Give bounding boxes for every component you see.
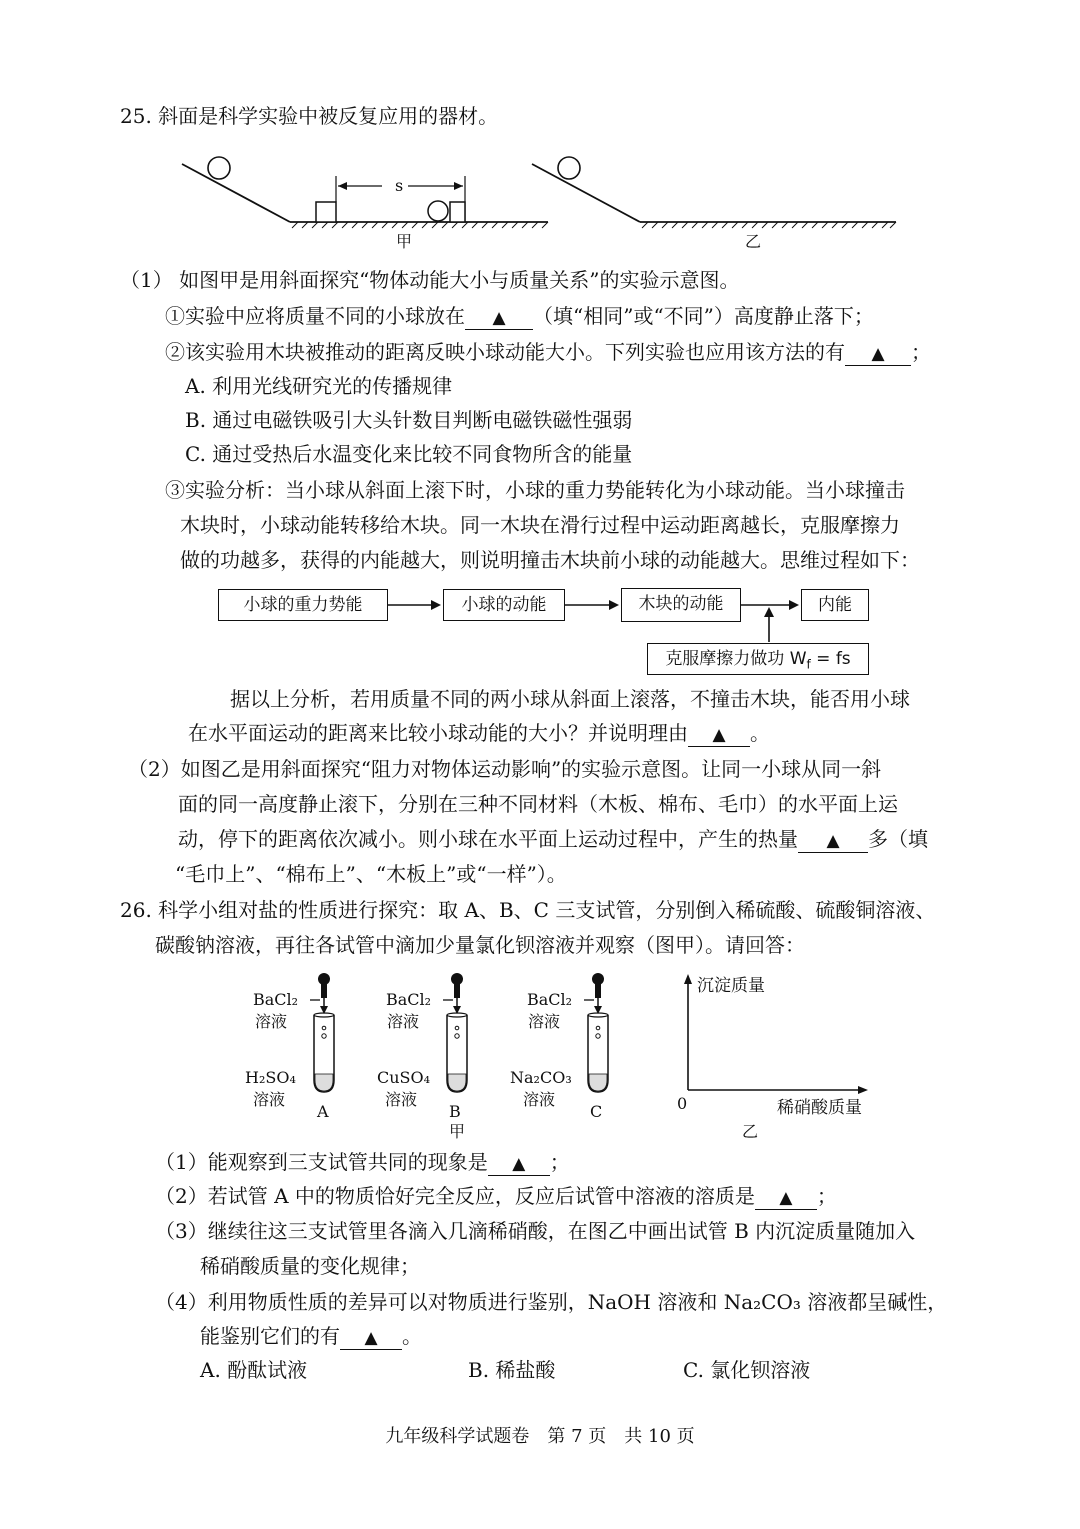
q25-part1-d-line1: 据以上分析，若用质量不同的两小球从斜面上滚落，不撞击木块，能否用小球 (230, 687, 910, 711)
q25-part1-c-line1: ③实验分析：当小球从斜面上滚下时，小球的重力势能转化为小球动能。当小球撞击 (165, 478, 905, 502)
q25-part2-line4: “毛巾上”、“棉布上”、“木板上”或“一样”）。 (175, 862, 567, 886)
answer-blank[interactable]: ▲ (688, 722, 750, 747)
tube-c-letter: C (590, 1102, 603, 1121)
figure-yi-incline (520, 152, 900, 232)
tube-a-reagent-sub: 溶液 (255, 1012, 288, 1031)
q25-option-a: A. 利用光线研究光的传播规律 (185, 374, 453, 398)
q25-part2-line1: （2）如图乙是用斜面探究“阻力对物体运动影响”的实验示意图。让同一小球从同一斜 (128, 757, 882, 781)
flow-box-potential-energy: 小球的重力势能 (218, 589, 388, 621)
figure-jia-caption: 甲 (396, 232, 413, 251)
flow-arrows (0, 590, 860, 670)
q26-sub2: （2）若试管 A 中的物质恰好完全反应，反应后试管中溶液的溶质是 ▲ ； (155, 1184, 837, 1208)
answer-blank[interactable]: ▲ (465, 305, 533, 330)
tube-a-reagent: BaCl₂ (253, 990, 299, 1009)
test-tube-c (574, 970, 624, 1100)
distance-s-label: s (395, 176, 404, 195)
tube-b-content: CuSO₄ (377, 1068, 431, 1087)
figure-yi-caption: 乙 (745, 232, 762, 251)
q25-part1-c-line3: 做的功越多，获得的内能越大，则说明撞击木块前小球的动能越大。思维过程如下： (180, 548, 920, 572)
q25-part1-intro: （1） 如图甲是用斜面探究“物体动能大小与质量关系”的实验示意图。 (120, 268, 740, 292)
answer-blank[interactable]: ▲ (488, 1151, 550, 1176)
test-tube-a (300, 970, 350, 1100)
tube-b-reagent: BaCl₂ (386, 990, 432, 1009)
graph-xlabel: 稀硝酸质量 (777, 1098, 862, 1118)
q26-option-c: C. 氯化钡溶液 (683, 1358, 811, 1382)
answer-blank[interactable]: ▲ (798, 828, 868, 853)
q25-part1-b: ②该实验用木块被推动的距离反映小球动能大小。下列实验也应用该方法的有 ▲ ； (165, 340, 931, 364)
q25-stem: 25. 斜面是科学实验中被反复应用的器材。 (120, 104, 499, 128)
q26-sub4-line1: （4）利用物质性质的差异可以对物质进行鉴别，NaOH 溶液和 Na₂CO₃ 溶液都呈碱性， (155, 1290, 948, 1314)
page-footer: 九年级科学试题卷 第 7 页 共 10 页 (385, 1426, 695, 1447)
q25-part2-line3: 动，停下的距离依次减小。则小球在水平面上运动过程中，产生的热量 ▲ 多（填 (178, 827, 928, 851)
q25-part1-c-line2: 木块时，小球动能转移给木块。同一木块在滑行过程中运动距离越长，克服摩擦力 (180, 513, 900, 537)
tube-b-letter: B (449, 1102, 461, 1121)
q26-sub3-line1: （3）继续往这三支试管里各滴入几滴稀硝酸，在图乙中画出试管 B 内沉淀质量随加入 (155, 1219, 916, 1243)
q25-option-b: B. 通过电磁铁吸引大头针数目判断电磁铁磁性强弱 (185, 408, 633, 432)
graph-origin: 0 (677, 1094, 688, 1113)
q26-stem-line2: 碳酸钠溶液，再往各试管中滴加少量氯化钡溶液并观察（图甲）。请回答： (155, 933, 805, 957)
q26-stem-line1: 26. 科学小组对盐的性质进行探究：取 A、B、C 三支试管，分别倒入稀硫酸、硫酸铜溶液、 (120, 898, 936, 922)
tube-b-content-sub: 溶液 (385, 1090, 418, 1109)
answer-blank[interactable]: ▲ (340, 1325, 402, 1350)
q25-option-c: C. 通过受热后水温变化来比较不同食物所含的能量 (185, 442, 633, 466)
q26-sub4-line2: 能鉴别它们的有 ▲ 。 (200, 1324, 422, 1348)
flow-box-friction-work: 克服摩擦力做功 $W_f$ = fs (647, 643, 869, 675)
tube-a-content-sub: 溶液 (253, 1090, 286, 1109)
tube-c-content: Na₂CO₃ (510, 1068, 572, 1087)
q25-part1-a: ①实验中应将质量不同的小球放在 ▲ （填“相同”或“不同”）高度静止落下； (165, 304, 874, 328)
figure-jia-caption-26: 甲 (449, 1122, 466, 1141)
q25-part1-d-line2: 在水平面运动的距离来比较小球动能的大小？并说明理由 ▲ 。 (188, 721, 770, 745)
tube-a-content: H₂SO₄ (245, 1068, 296, 1087)
tube-b-reagent-sub: 溶液 (387, 1012, 420, 1031)
figure-yi-caption-26: 乙 (742, 1122, 759, 1141)
figure-jia-incline (170, 152, 550, 232)
q25-part2-line2: 面的同一高度静止滚下，分别在三种不同材料（木板、棉布、毛巾）的水平面上运 (178, 792, 898, 816)
flow-box-block-kinetic: 木块的动能 (621, 588, 741, 622)
graph-ylabel: 沉淀质量 (697, 976, 765, 996)
q26-sub1: （1）能观察到三支试管共同的现象是 ▲ ； (155, 1150, 570, 1174)
flow-box-internal-energy: 内能 (801, 589, 869, 621)
flow-box-ball-kinetic: 小球的动能 (443, 589, 565, 621)
tube-c-reagent: BaCl₂ (527, 990, 573, 1009)
q26-sub3-line2: 稀硝酸质量的变化规律； (200, 1254, 420, 1278)
tube-c-reagent-sub: 溶液 (528, 1012, 561, 1031)
test-tube-b (433, 970, 483, 1100)
answer-blank[interactable]: ▲ (755, 1185, 817, 1210)
answer-blank[interactable]: ▲ (845, 341, 911, 366)
q26-option-a: A. 酚酞试液 (200, 1358, 308, 1382)
q26-option-b: B. 稀盐酸 (468, 1358, 556, 1382)
tube-a-letter: A (317, 1102, 329, 1121)
tube-c-content-sub: 溶液 (523, 1090, 556, 1109)
